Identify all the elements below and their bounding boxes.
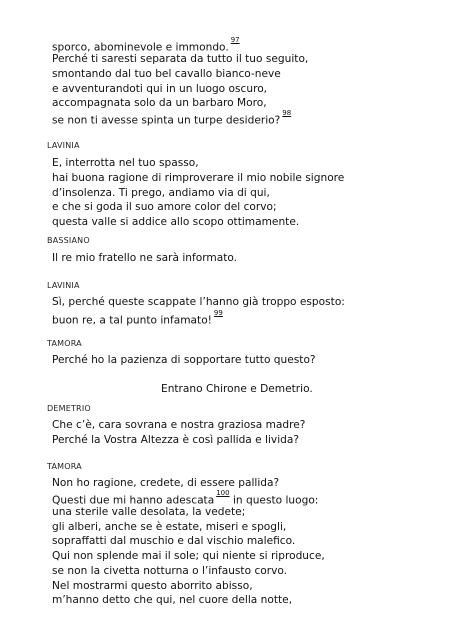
verse-line: sporco, abominevole e immondo.$^{97}$ (52, 36, 240, 54)
speaker-name: TAMORA (47, 339, 82, 348)
verse-line: se non ti avesse spinta un turpe desiderio?$^{98}$ (52, 109, 292, 127)
verse-line: una sterile valle desolata, la vedete; (52, 506, 246, 518)
verse-line: e che si goda il suo amore color del corvo; (52, 201, 277, 213)
verse-line: d’insolenza. Ti prego, andiamo via di qui, (52, 187, 270, 199)
footnote-ref[interactable]: 98 (282, 109, 292, 117)
verse-line: hai buona ragione di rimproverare il mio nobile signore (52, 172, 345, 184)
speaker-name: DEMETRIO (47, 404, 91, 413)
verse-line: Questi due mi hanno adescata$^{100}$ in questo luogo: (52, 489, 319, 507)
speaker-name: LAVINIA (47, 281, 80, 290)
speaker-name: BASSIANO (47, 236, 90, 245)
footnote-ref[interactable]: 97 (230, 36, 240, 44)
verse-line: m’hanno detto che qui, nel cuore della notte, (52, 594, 293, 606)
verse-line: buon re, a tal punto infamato!$^{99}$ (52, 309, 223, 327)
verse-line: accompagnata solo da un barbaro Moro, (52, 97, 267, 109)
verse-line: Nel mostrarmi questo aborrito abisso, (52, 580, 253, 592)
verse-line: Qui non splende mai il sole; qui niente si riproduce, (52, 550, 325, 562)
speaker-name: TAMORA (47, 462, 82, 471)
verse-line: gli alberi, anche se è estate, miseri e spogli, (52, 521, 287, 533)
verse-line: se non la civetta notturna o l’infausto corvo. (52, 565, 288, 577)
verse-line: Perché la Vostra Altezza è così pallida e livida? (52, 434, 299, 446)
verse-line: Sì, perché queste scappate l’hanno già troppo esposto: (52, 296, 345, 308)
verse-line: questa valle si addice allo scopo ottimamente. (52, 216, 300, 228)
verse-line: Non ho ragione, credete, di essere pallida? (52, 477, 280, 489)
verse-line: Il re mio fratello ne sarà informato. (52, 252, 238, 264)
verse-line: sopraffatti dal muschio e dal vischio malefico. (52, 535, 296, 547)
footnote-ref[interactable]: 99 (213, 309, 223, 317)
verse-line: smontando dal tuo bel cavallo bianco-neve (52, 68, 281, 80)
verse-line: e avventurandoti qui in un luogo oscuro, (52, 83, 268, 95)
verse-line: E, interrotta nel tuo spasso, (52, 157, 199, 169)
verse-line: Perché ti saresti separata da tutto il tuo seguito, (52, 53, 309, 65)
stage-direction: Entrano Chirone e Demetrio. (161, 383, 313, 395)
verse-line: Perché ho la pazienza di sopportare tutto questo? (52, 354, 316, 366)
footnote-ref[interactable]: 100 (216, 489, 230, 497)
speaker-name: LAVINIA (47, 141, 80, 150)
verse-line: Che c’è, cara sovrana e nostra graziosa madre? (52, 419, 306, 431)
